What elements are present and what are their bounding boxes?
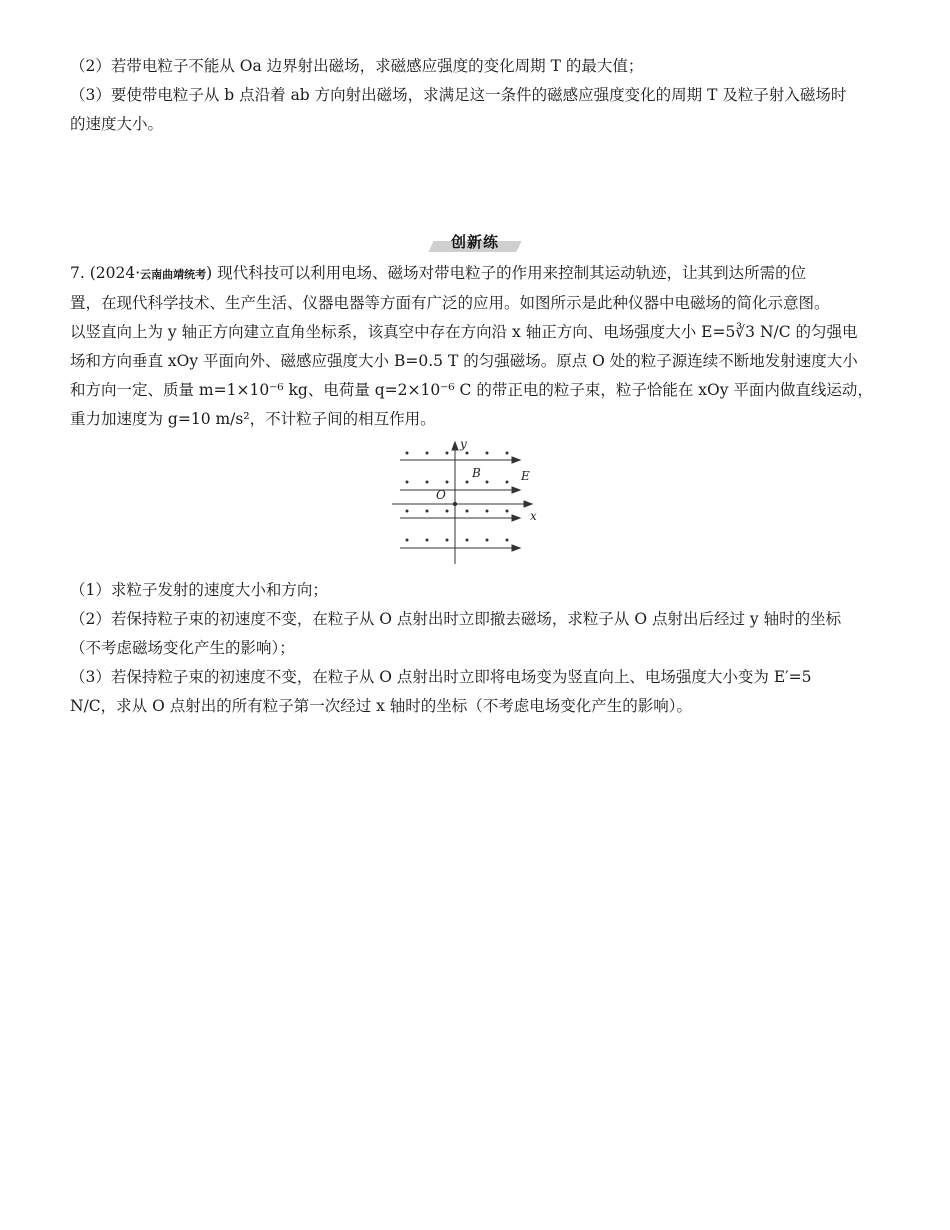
origin-label: O [436, 488, 446, 502]
problem-source: 云南曲靖统考 [140, 268, 207, 281]
problem-7-line6: 重力加速度为 g=10 m/s²，不计粒子间的相互作用。 [70, 410, 436, 428]
prev-question-3-line2: 的速度大小。 [70, 115, 164, 133]
problem-7-line1 [70, 259, 880, 289]
magnetic-field-dots [406, 452, 509, 542]
problem-7-line2: 置，在现代科学技术、生产生活、仪器电器等方面有广泛的应用。如图所示是此种仪器中电磁场的简化示意图。 [70, 294, 830, 312]
problem-7-line4: 场和方向垂直 xOy 平面向外、磁感应强度大小 B=0.5 T 的匀强磁场。原点 O 处的粒子源连续不断地发射速度大小 [70, 352, 858, 370]
problem-number: 7. (2024· [70, 264, 141, 282]
problem-7-line3: 以竖直向上为 y 轴正方向建立直角坐标系，该真空中存在方向沿 x 轴正方向、电场强度大小 E=5∛3 N/C 的匀强电 [70, 323, 858, 341]
b-field-label: B [472, 466, 481, 480]
problem-7-text-line1: 现代科技可以利用电场、磁场对带电粒子的作用来控制其运动轨迹，让其到达所需的位 [212, 264, 807, 282]
document-page [70, 52, 880, 721]
x-axis-label: x [530, 509, 537, 523]
e-field-label: E [521, 469, 530, 483]
field-diagram [390, 440, 560, 570]
prev-question-2: （2）若带电粒子不能从 Oa 边界射出磁场，求磁感应强度的变化周期 T 的最大值； [70, 57, 644, 75]
y-axis-label: y [460, 440, 467, 451]
prev-question-3-line1: （3）要使带电粒子从 b 点沿着 ab 方向射出磁场，求满足这一条件的磁感应强度变化的周期 T 及粒子射入磁场时 [70, 86, 847, 104]
question-3-line1: （3）若保持粒子束的初速度不变，在粒子从 O 点射出时立即将电场变为竖直向上、电场强度大小变为 E′=5 [70, 668, 812, 686]
section-banner [70, 231, 880, 257]
question-2-line2: （不考虑磁场变化产生的影响）； [70, 639, 295, 657]
question-3-line2: N/C，求从 O 点射出的所有粒子第一次经过 x 轴时的坐标（不考虑电场变化产生的影响）。 [70, 697, 693, 715]
question-1: （1）求粒子发射的速度大小和方向； [70, 581, 328, 599]
x-axis [392, 501, 532, 507]
question-2-line1: （2）若保持粒子束的初速度不变，在粒子从 O 点射出时立即撤去磁场，求粒子从 O 点射出后经过 y 轴时的坐标 [70, 610, 842, 628]
problem-source-close: ) [206, 264, 213, 282]
problem-7-line5: 和方向一定、质量 m=1×10⁻⁶ kg、电荷量 q=2×10⁻⁶ C 的带正电的粒子束，粒子恰能在 xOy 平面内做直线运动， [70, 381, 873, 399]
section-banner-label: 创新练 [450, 233, 499, 251]
